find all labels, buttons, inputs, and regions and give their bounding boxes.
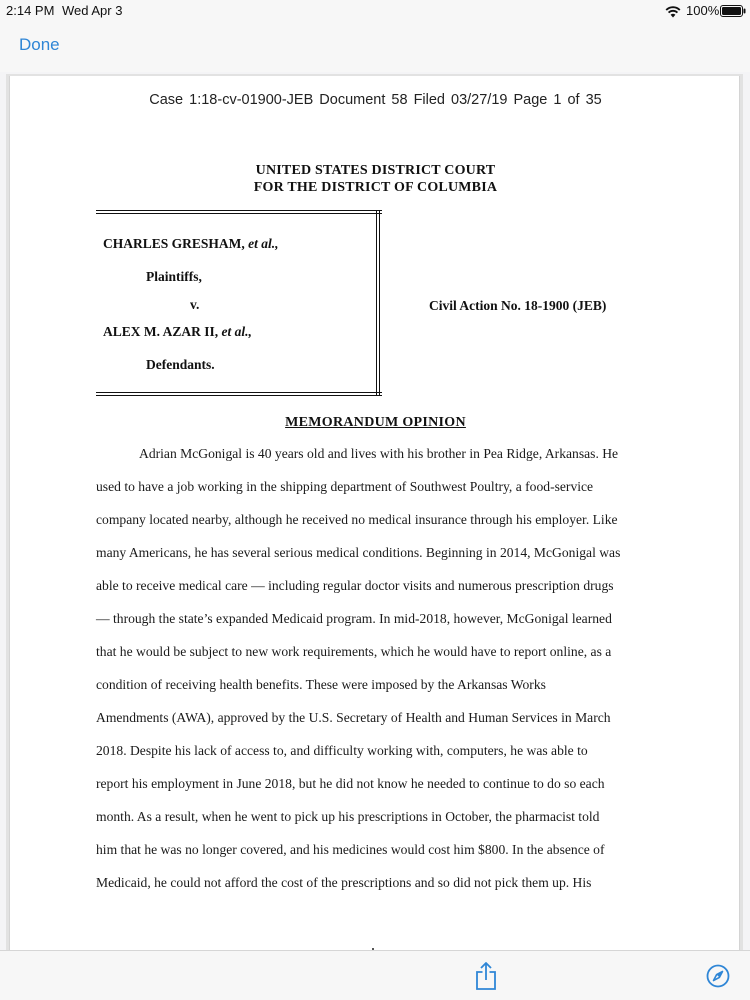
- body-line: him that he was no longer covered, and his medicines would cost him $800. In the absence of: [96, 842, 605, 857]
- defendant-party: [103, 324, 252, 340]
- plaintiff-name: CHARLES GRESHAM,: [103, 236, 245, 251]
- court-line-1: UNITED STATES DISTRICT COURT: [255, 163, 496, 178]
- body-line: Amendments (AWA), approved by the U.S. Secretary of Health and Human Services in March: [96, 710, 611, 725]
- plaintiff-party: [103, 236, 279, 252]
- body-line: report his employment in June 2018, but he did not know he needed to continue to do so each: [96, 776, 605, 791]
- body-line: used to have a job working in the shipping department of Southwest Poultry, a food-service: [96, 479, 594, 494]
- defendants-label: Defendants.: [146, 357, 215, 372]
- case-caption-box: [96, 210, 382, 398]
- body-line: Adrian McGonigal is 40 years old and lives with his brother in Pea Ridge, Arkansas. He: [139, 446, 619, 461]
- plaintiff-etal: et al.,: [248, 236, 279, 251]
- body-line: 2018. Despite his lack of access to, and difficulty working with, computers, he was able to: [96, 743, 588, 758]
- defendant-name: ALEX M. AZAR II,: [103, 324, 219, 339]
- document-header: Case 1:18-cv-01900-JEB Document 58 Filed 03/27/19 Page 1 of 35: [149, 92, 602, 108]
- done-button[interactable]: Done: [19, 35, 60, 54]
- compass-icon[interactable]: [706, 964, 730, 988]
- body-line: — through the state’s expanded Medicaid program. In mid-2018, however, McGonigal learned: [96, 611, 612, 626]
- court-name: [10, 162, 741, 196]
- bottom-toolbar: [0, 950, 750, 1000]
- caption-top-rule: [96, 210, 382, 214]
- body-line: Medicaid, he could not afford the cost of the prescriptions and so did not pick them up. His: [96, 875, 592, 890]
- court-line-2: FOR THE DISTRICT OF COLUMBIA: [253, 180, 498, 195]
- share-icon[interactable]: [474, 961, 498, 991]
- body-line: that he would be subject to new work requirements, which he would have to report online, as a: [96, 644, 612, 659]
- body-line: company located nearby, although he received no medical insurance through his employer. Like: [96, 512, 618, 527]
- body-line: month. As a result, when he went to pick up his prescriptions in October, the pharmacist told: [96, 809, 600, 824]
- status-bar: [0, 0, 750, 22]
- battery-percent: 100%: [686, 3, 720, 18]
- versus-label: v.: [190, 297, 200, 312]
- body-line: many Americans, he has several serious medical conditions. Beginning in 2014, McGonigal was: [96, 545, 621, 560]
- defendant-etal: et al.,: [221, 324, 252, 339]
- body-line: condition of receiving health benefits. These were imposed by the Arkansas Works: [96, 677, 546, 692]
- plaintiffs-label: Plaintiffs,: [146, 269, 202, 284]
- caption-bottom-rule: [96, 392, 382, 396]
- status-date: Wed Apr 3: [62, 3, 123, 18]
- nav-bar: [0, 22, 750, 72]
- civil-action-number: Civil Action No. 18-1900 (JEB): [429, 298, 607, 313]
- memorandum-title: MEMORANDUM OPINION: [285, 415, 466, 430]
- battery-icon: [720, 5, 746, 17]
- status-time: 2:14 PM: [6, 3, 55, 18]
- document-page[interactable]: [9, 76, 740, 962]
- body-line: able to receive medical care — including regular doctor visits and numerous prescription drugs: [96, 578, 614, 593]
- wifi-icon: [664, 4, 682, 18]
- caption-right-rule: [376, 210, 380, 396]
